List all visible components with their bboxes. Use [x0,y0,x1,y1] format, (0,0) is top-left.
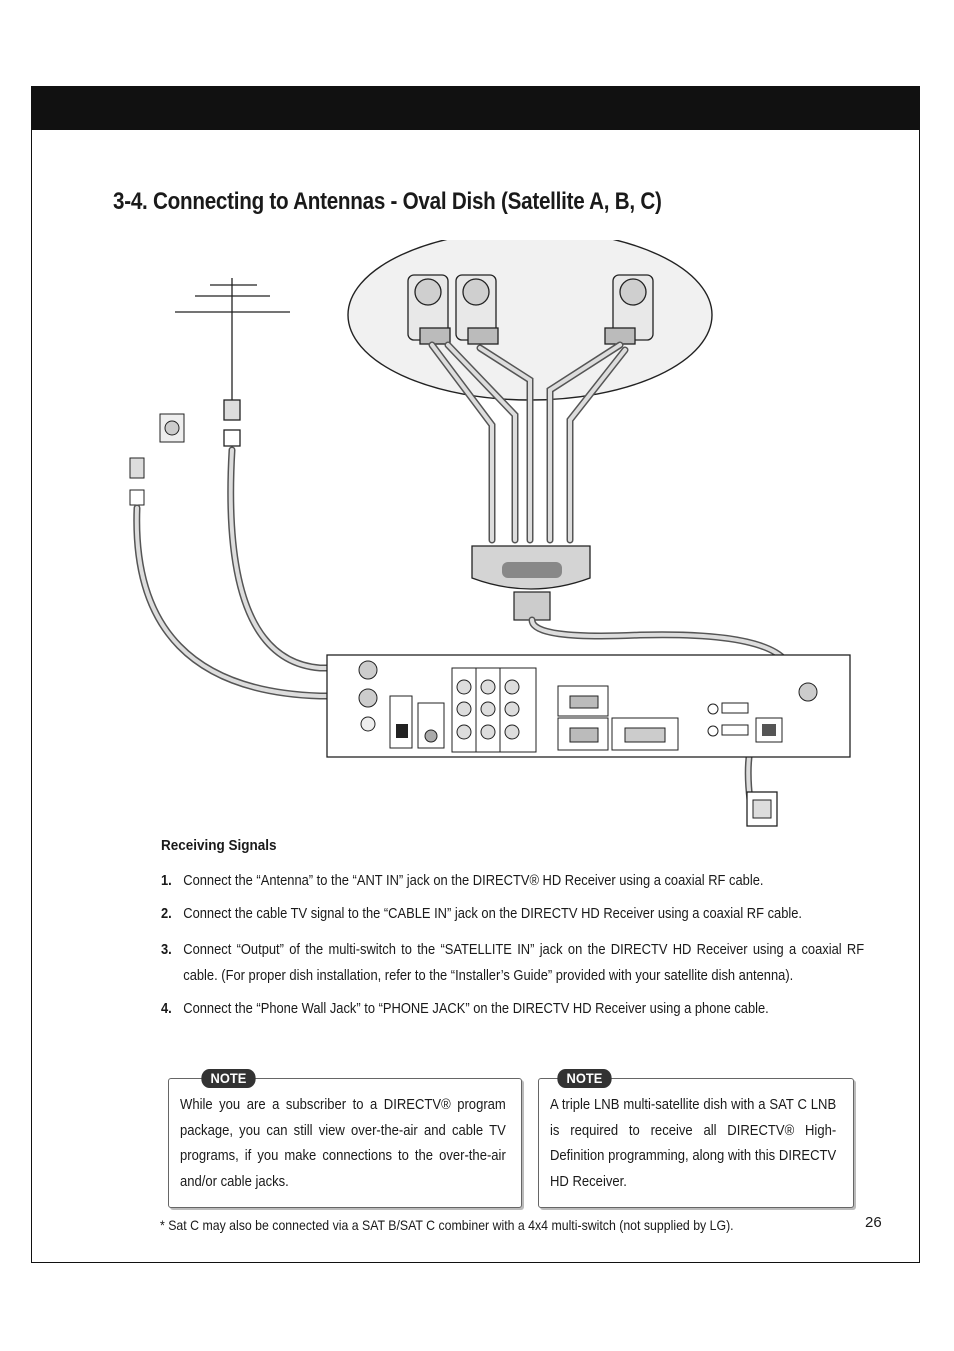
note-box-1 [168,1070,522,1208]
receiving-signals-heading: Receiving Signals [161,837,277,854]
step-4 [161,996,864,1022]
note-box-2 [538,1070,854,1208]
step-number: 2. [161,906,172,922]
step-text: Connect “Output” of the multi-switch to the “SATELLITE IN” jack on the DIRECTV HD Receiver using a coaxial RF cable. (For proper dish installation, refer to the “Installer’s Guide” provided with your satellite dish antenna). [183,942,865,984]
receiver-back-panel [327,655,850,757]
step-text: Connect the cable TV signal to the “CABLE IN” jack on the DIRECTV HD Receiver using a coaxial RF cable. [183,906,803,922]
note-text: While you are a subscriber to a DIRECTV® program package, you can still view over-the-air and cable TV programs, if you make connections to the over-the-air and/or cable jacks. [180,1097,506,1190]
step-number: 3. [161,942,172,958]
note-text: A triple LNB multi-satellite dish with a SAT C LNB is required to receive all DIRECTV® High-Definition programming, along with this DIRECTV HD Receiver. [550,1097,837,1190]
step-text: Connect the “Phone Wall Jack” to “PHONE JACK” on the DIRECTV HD Receiver using a phone cable. [183,1001,769,1017]
step-text: Connect the “Antenna” to the “ANT IN” jack on the DIRECTV® HD Receiver using a coaxial RF cable. [183,873,764,889]
note-badge: NOTE [201,1069,255,1088]
footnote: * Sat C may also be connected via a SAT B/SAT C combiner with a 4x4 multi-switch (not supplied by LG). [160,1217,734,1233]
step-3 [161,937,864,989]
antenna [175,278,290,446]
step-1 [161,868,864,894]
cable-wall-outlet [130,414,184,505]
connection-diagram [120,240,860,840]
phone-wall-jack [747,792,777,826]
page-title: 3-4. Connecting to Antennas - Oval Dish (Satellite A, B, C) [113,188,662,215]
multi-switch [472,546,590,620]
step-2 [161,901,864,927]
step-number: 4. [161,1001,172,1017]
page-number: 26 [865,1214,882,1231]
note-badge: NOTE [557,1069,611,1088]
step-number: 1. [161,873,172,889]
